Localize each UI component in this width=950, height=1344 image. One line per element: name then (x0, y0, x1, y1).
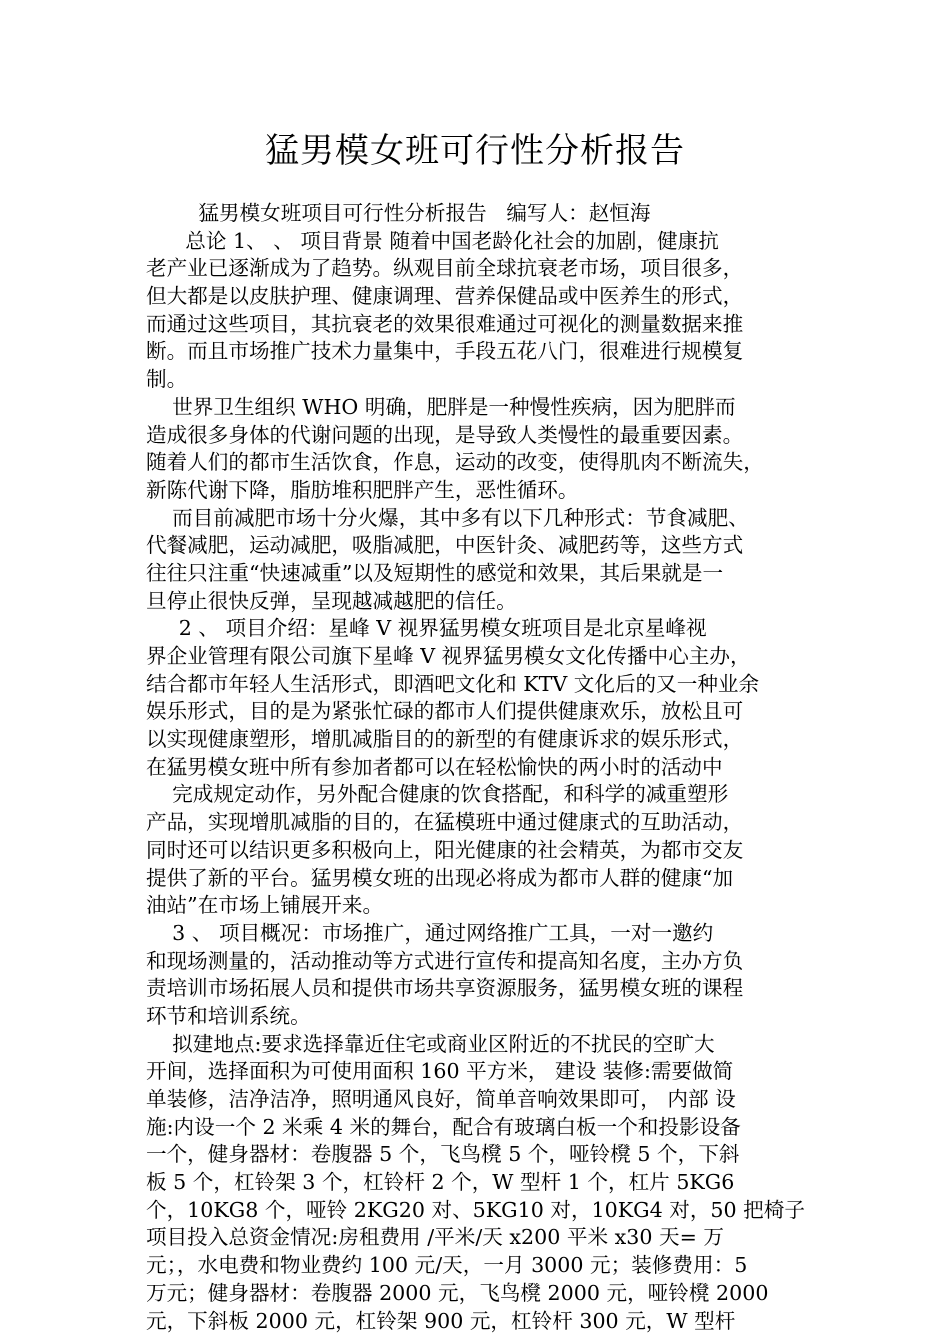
text-line: 随着人们的都市生活饮食，作息，运动的改变，使得肌肉不断流失， (146, 450, 764, 475)
text-line: 油站”在市场上铺展开来。 (146, 893, 384, 918)
text-line: 环节和培训系统。 (146, 1003, 311, 1028)
text-line: 个，10KG8 个，哑铃 2KG20 对、5KG10 对，10KG4 对，50 把椅子 (146, 1197, 805, 1222)
text-line: 往往只注重“快速减重”以及短期性的感觉和效果，其后果就是一 (146, 560, 724, 585)
document-title: 猛男模女班可行性分析报告 (265, 131, 685, 171)
text-line: 新陈代谢下降，脂肪堆积肥胖产生，恶性循环。 (146, 477, 579, 502)
text-line: 造成很多身体的代谢问题的出现，是导致人类慢性的最重要因素。 (146, 422, 744, 447)
text-line: 板 5 个，杠铃架 3 个，杠铃杆 2 个，W 型杆 1 个，杠片 5KG6 (146, 1170, 735, 1195)
text-line: 世界卫生组织 WHO 明确，肥胖是一种慢性疾病，因为肥胖而 (146, 394, 736, 419)
text-line: 在猛男模女班中所有参加者都可以在轻松愉快的两小时的活动中 (146, 754, 723, 779)
text-line: 但大都是以皮肤护理、健康调理、营养保健品或中医养生的形式， (146, 284, 744, 309)
text-line: 责培训市场拓展人员和提供市场共享资源服务，猛男模女班的课程 (146, 976, 744, 1001)
text-line: 猛男模女班项目可行性分析报告 编写人：赵恒海 (146, 201, 651, 225)
text-line: 和现场测量的，活动推动等方式进行宣传和提高知名度，主办方负 (146, 948, 744, 973)
text-line: 老产业已逐渐成为了趋势。纵观目前全球抗衰老市场，项目很多， (146, 256, 744, 281)
text-line: 单装修，洁净洁净，照明通风良好，简单音响效果即可， 内部 设 (146, 1087, 736, 1111)
text-line: 界企业管理有限公司旗下星峰 V 视界猛男模女文化传播中心主办， (146, 644, 751, 668)
text-line: 开间，选择面积为可使用面积 160 平方米， 建设 装修:需要做简 (146, 1059, 734, 1084)
text-line: 代餐减肥，运动减肥，吸脂减肥，中医针灸、减肥药等，这些方式 (146, 533, 744, 558)
text-line: 总论 1、 、 项目背景 随着中国老龄化社会的加剧，健康抗 (146, 228, 719, 253)
text-line: 3 、 项目概况：市场推广，通过网络推广工具，一对一邀约 (146, 920, 714, 945)
text-line: 2 、 项目介绍：星峰 V 视界猛男模女班项目是北京星峰视 (146, 616, 707, 641)
text-line: 结合都市年轻人生活形式，即酒吧文化和 KTV 文化后的又一种业余 (146, 671, 760, 696)
text-line: 以实现健康塑形，增肌减脂目的的新型的有健康诉求的娱乐形式， (146, 727, 744, 752)
text-line: 一个，健身器材：卷腹器 5 个，飞鸟櫈 5 个，哑铃櫈 5 个，下斜 (146, 1142, 740, 1167)
text-line: 娱乐形式，目的是为紧张忙碌的都市人们提供健康欢乐，放松且可 (146, 699, 744, 724)
text-line: 元；，水电费和物业费约 100 元/天，一月 3000 元；装修费用：5 (146, 1253, 748, 1278)
text-line: 旦停止很快反弹，呈现越减越肥的信任。 (146, 588, 517, 613)
text-line: 项目投入总资金情况:房租费用 /平米/天 x200 平米 x30 天= 万 (146, 1225, 724, 1250)
text-line: 元，下斜板 2000 元，杠铃架 900 元，杠铃杆 300 元，W 型杆 (146, 1308, 736, 1333)
text-line: 完成规定动作，另外配合健康的饮食搭配，和科学的减重塑形 (146, 782, 729, 807)
text-line: 拟建地点:要求选择靠近住宅或商业区附近的不扰民的空旷大 (146, 1031, 715, 1056)
text-line: 而目前减肥市场十分火爆，其中多有以下几种形式：节食减肥、 (146, 505, 749, 530)
text-line: 施:内设一个 2 米乘 4 米的舞台，配合有玻璃白板一个和投影设备 (146, 1114, 741, 1139)
text-line: 万元；健身器材：卷腹器 2000 元，飞鸟櫈 2000 元，哑铃櫈 2000 (146, 1280, 769, 1305)
text-line: 而通过这些项目，其抗衰老的效果很难通过可视化的测量数据来推 (146, 311, 744, 336)
text-line: 断。而且市场推广技术力量集中，手段五花八门，很难进行规模复 (146, 339, 744, 364)
text-line: 提供了新的平台。猛男模女班的出现必将成为都市人群的健康“加 (146, 865, 734, 890)
text-line: 制。 (146, 367, 188, 392)
document-body (146, 200, 810, 1335)
text-line: 同时还可以结识更多积极向上，阳光健康的社会精英，为都市交友 (146, 837, 744, 862)
text-line: 产品，实现增肌减脂的目的，在猛模班中通过健康式的互助活动， (146, 810, 744, 835)
